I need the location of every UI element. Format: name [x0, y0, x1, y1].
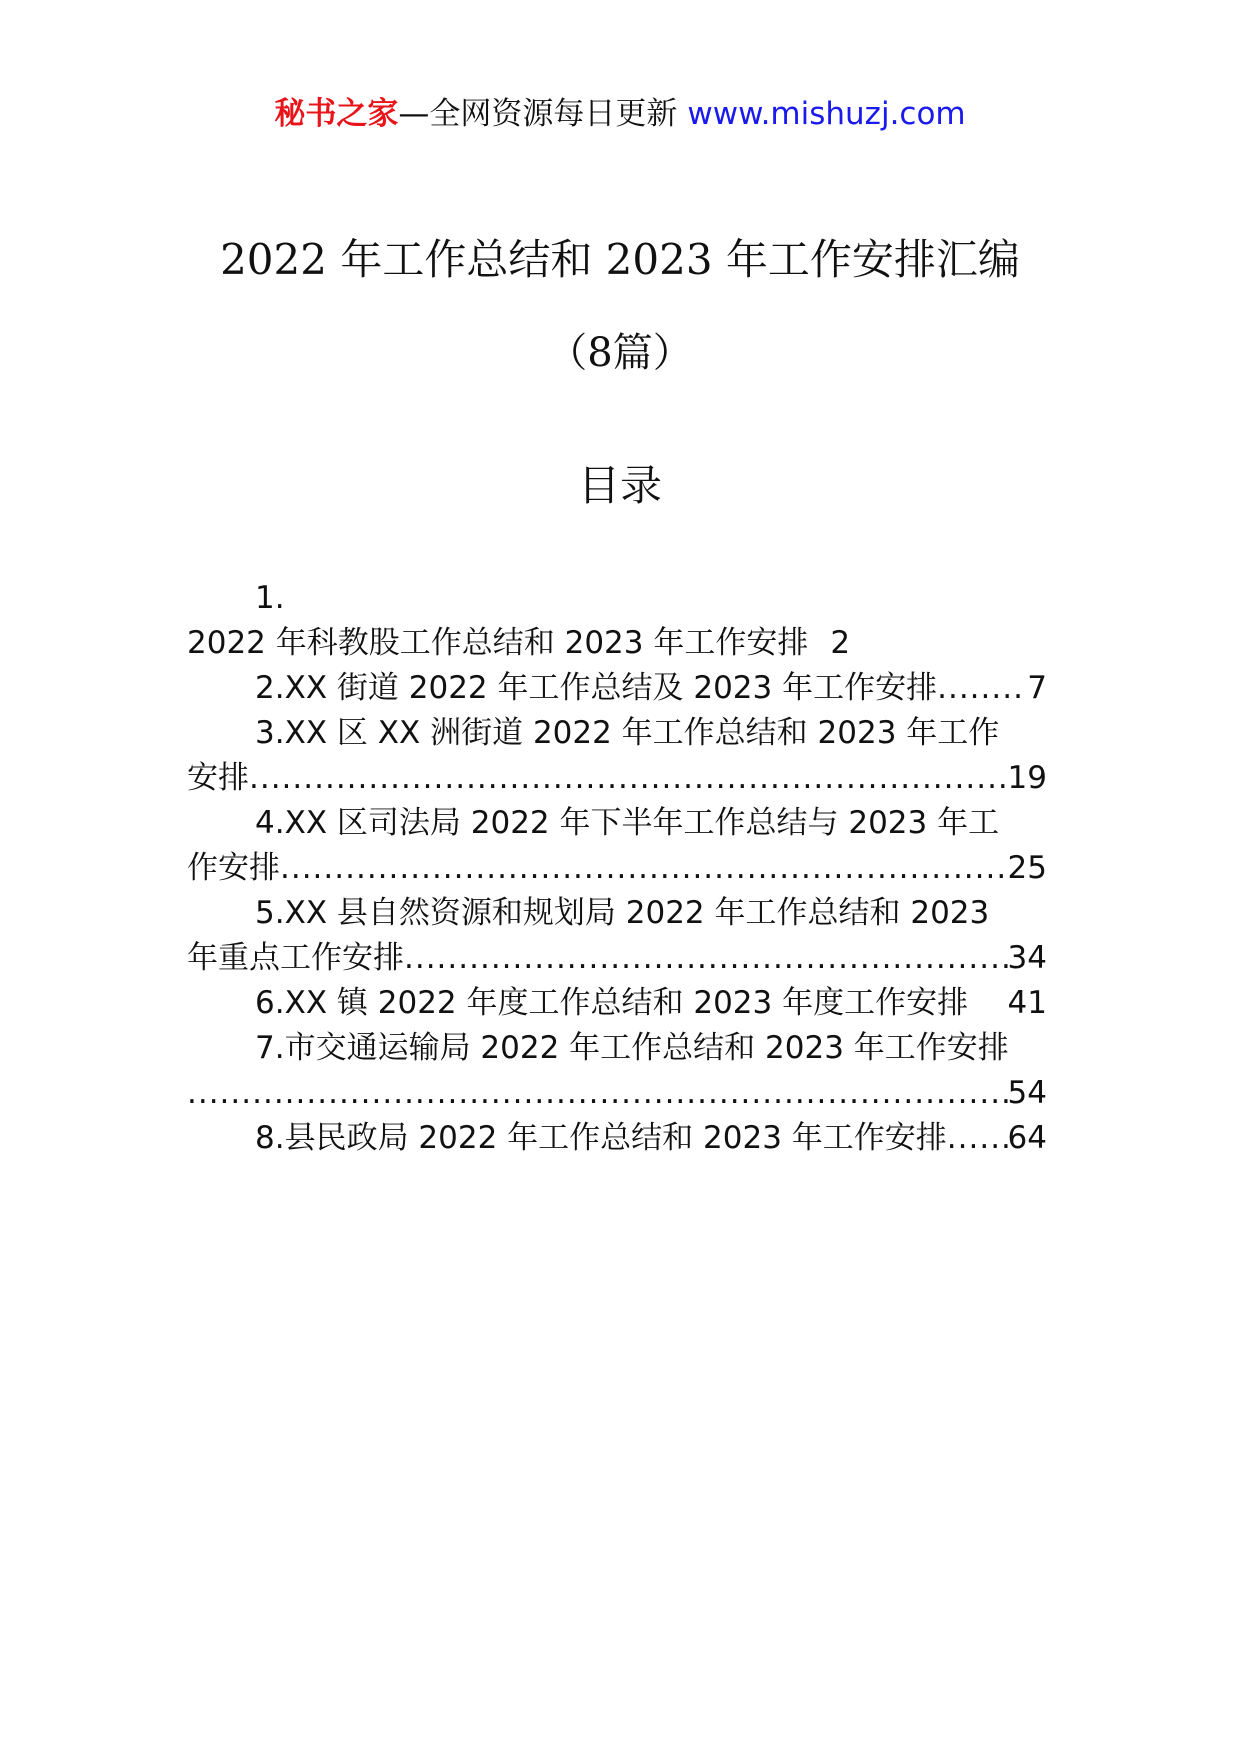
toc-entry-8[interactable]: [187, 1116, 1047, 1161]
toc-entry-page: 41: [1007, 985, 1047, 1021]
toc-dot-leader: [187, 1071, 1008, 1116]
toc-entry-text: 作安排: [187, 850, 280, 886]
toc-dot-leader: [947, 1116, 1008, 1161]
toc-entry-5-line2[interactable]: [187, 936, 1047, 981]
toc-entry-6[interactable]: [187, 981, 1047, 1026]
toc-entry-page: 54: [1007, 1075, 1047, 1111]
toc-dot-leader: [249, 756, 1008, 801]
toc-entry-text: 4.XX 区司法局 2022 年下半年工作总结与 2023 年工: [255, 805, 1000, 841]
brand-name: 秘书之家: [274, 96, 399, 132]
site-url-link[interactable]: www.mishuzj.com: [687, 96, 966, 132]
toc-entry-page: 2: [830, 625, 851, 661]
toc-dot-leader: [404, 936, 1008, 981]
table-of-contents: [187, 576, 1047, 1161]
toc-entry-2[interactable]: [187, 666, 1047, 711]
toc-entry-text: 7.市交通运输局 2022 年工作总结和 2023 年工作安排: [255, 1030, 1009, 1066]
toc-entry-page: 7: [1027, 670, 1047, 706]
toc-entry-7-line1[interactable]: [187, 1026, 1047, 1071]
toc-entry-text: 安排: [187, 760, 249, 796]
toc-entry-text: 6.XX 镇 2022 年度工作总结和 2023 年度工作安排: [255, 985, 969, 1021]
banner-dash: —: [398, 96, 430, 132]
toc-entry-4-line1[interactable]: [187, 801, 1047, 846]
toc-entry-page: 64: [1007, 1120, 1047, 1156]
toc-entry-4-line2[interactable]: [187, 846, 1047, 891]
toc-entry-text: 年重点工作安排: [187, 940, 404, 976]
site-banner: [0, 94, 1240, 134]
toc-entry-7-line2[interactable]: [187, 1071, 1047, 1116]
toc-dot-leader: [937, 666, 1027, 711]
toc-entry-page: 34: [1007, 940, 1047, 976]
toc-entry-page: 25: [1007, 850, 1047, 886]
toc-entry-1-number[interactable]: [187, 576, 1047, 621]
toc-entry-text: 2.XX 街道 2022 年工作总结及 2023 年工作安排: [255, 670, 938, 706]
toc-entry-text: 2022 年科教股工作总结和 2023 年工作安排: [187, 625, 809, 661]
toc-dot-leader: [280, 846, 1008, 891]
toc-entry-text: 5.XX 县自然资源和规划局 2022 年工作总结和 2023: [255, 895, 990, 931]
document-title: 2022 年工作总结和 2023 年工作安排汇编: [220, 235, 1020, 284]
document-subtitle: （8篇）: [547, 330, 693, 376]
toc-entry-number: 1.: [255, 580, 285, 616]
toc-entry-text: 3.XX 区 XX 洲街道 2022 年工作总结和 2023 年工作: [255, 715, 1000, 751]
toc-entry-page: 19: [1007, 760, 1047, 796]
toc-entry-text: 8.县民政局 2022 年工作总结和 2023 年工作安排: [255, 1120, 947, 1156]
toc-heading: 目录: [577, 461, 662, 510]
toc-entry-5-line1[interactable]: [187, 891, 1047, 936]
toc-entry-1[interactable]: [187, 621, 1047, 666]
banner-slogan: 全网资源每日更新: [429, 96, 678, 132]
toc-entry-3-line2[interactable]: [187, 756, 1047, 801]
toc-entry-3-line1[interactable]: [187, 711, 1047, 756]
